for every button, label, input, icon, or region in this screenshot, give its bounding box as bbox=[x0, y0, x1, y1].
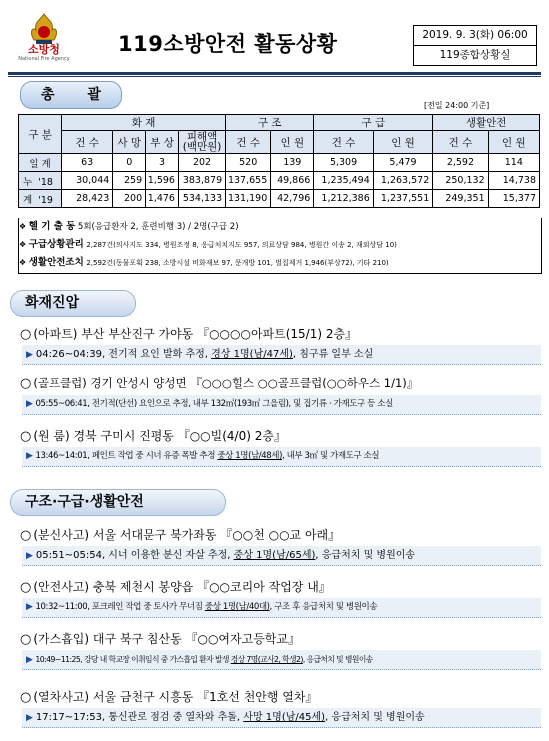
casualty-text: 중상 1명(남/40대) bbox=[204, 602, 270, 612]
table-cell: 49,866 bbox=[271, 172, 314, 190]
col-header: 건 수 bbox=[314, 131, 373, 154]
col-damage-line1: 피해액 bbox=[186, 131, 218, 143]
header-rule bbox=[8, 72, 541, 75]
row-label bbox=[19, 190, 62, 208]
summary-section-label: 총 괄 bbox=[20, 81, 122, 109]
line-text: 13:46~14:01, 페인트 작업 중 시너 유증 폭발 추정 bbox=[35, 451, 218, 461]
triangle-right-icon: ▶ bbox=[26, 551, 33, 561]
line-text: 17:17~17:53, 통신관로 점검 중 열차와 추돌, bbox=[35, 712, 244, 723]
line-text-end: , 응급처치 및 병원이송 bbox=[315, 550, 416, 561]
table-cell: 3 bbox=[146, 154, 179, 172]
table-cell: 1,263,572 bbox=[373, 172, 432, 190]
circle-bullet-icon: ○ bbox=[20, 580, 32, 595]
line-text: 04:26~04:39, 전기적 요인 발화 추정, bbox=[35, 349, 212, 360]
rescue-item-title bbox=[20, 578, 331, 595]
unit-note: [전일 24:00 기준] bbox=[424, 101, 490, 110]
item-title-text: (안전사고) 충북 제천시 봉양읍 『○○코리아 작업장 내』 bbox=[33, 580, 331, 594]
fire-section-label: 화재진압 bbox=[10, 290, 136, 317]
line-text: 10:49~11:25, 강당 내 학교장 이취임식 중 가스흡입 환자 발생 bbox=[35, 655, 231, 664]
group-fire: 화 재 bbox=[62, 115, 226, 131]
line-text-end: , 응급처치 및 병원이송 bbox=[302, 655, 373, 664]
fire-item-line bbox=[22, 395, 541, 415]
table-cell: 139 bbox=[271, 154, 314, 172]
item-title-text: (열차사고) 서울 금천구 시흥동 『1호선 천안행 열차』 bbox=[33, 690, 318, 704]
triangle-right-icon: ▶ bbox=[26, 713, 33, 723]
col-header-damage bbox=[178, 131, 225, 154]
table-cell: 28,423 bbox=[62, 190, 113, 208]
triangle-right-icon: ▶ bbox=[26, 399, 33, 409]
line-text: 05:55~06:41, 전기적(단선) 요인으로 추정, 내부 132㎡(193㎡ 그을림), 및 집기류 · 가재도구 등 소실 bbox=[35, 399, 393, 409]
table-cell: 1,212,386 bbox=[314, 190, 373, 208]
group-rescue: 구 조 bbox=[226, 115, 314, 131]
agency-logo bbox=[14, 12, 74, 64]
detail-text: 2,287건(의사지도 334, 병원조정 8, 응급처치지도 957, 의료상담 984, 병원간 이송 2, 재외상담 10) bbox=[86, 241, 397, 249]
table-cell: 63 bbox=[62, 154, 113, 172]
table-cell: 14,738 bbox=[488, 172, 539, 190]
line-text: 10:32~11:00, 포크레인 작업 중 토사가 무너짐 bbox=[35, 602, 205, 612]
detail-text: 2,592건(동물포획 238, 소방시설 비화재보 97, 문개방 101, 벌집제거 1,946(부상72), 기타 210) bbox=[86, 259, 389, 267]
fire-item-title bbox=[20, 427, 286, 444]
table-cell: 15,377 bbox=[488, 190, 539, 208]
table-cell: 5,479 bbox=[373, 154, 432, 172]
report-date: 2019. 9. 3(화) 06:00 bbox=[414, 26, 536, 46]
detail-label: 생활안전조치 bbox=[28, 257, 84, 268]
rescue-item-line bbox=[22, 598, 541, 618]
table-cell: 1,235,494 bbox=[314, 172, 373, 190]
rescue-item-line bbox=[22, 546, 541, 566]
fire-agency-emblem-icon bbox=[24, 12, 64, 46]
table-row-daily bbox=[19, 154, 540, 172]
col-header: 건 수 bbox=[433, 131, 488, 154]
col-damage-line2: (백만원) bbox=[182, 141, 222, 153]
rescue-item-line bbox=[22, 708, 541, 728]
circle-bullet-icon: ○ bbox=[20, 632, 32, 647]
report-office: 119종합상황실 bbox=[439, 49, 511, 61]
casualty-text: 경상 1명(남/47세) bbox=[211, 349, 293, 360]
detail-row-ems bbox=[19, 236, 541, 254]
item-title-text: (아파트) 부산 부산진구 가야동 『○○○○아파트(15/1) 2층』 bbox=[33, 327, 358, 341]
casualty-text: 중상 1명(남/65세) bbox=[233, 550, 316, 561]
casualty-text: 사망 1명(남/45세) bbox=[243, 712, 326, 723]
row-label bbox=[19, 172, 62, 190]
detail-row-safety bbox=[19, 254, 541, 272]
table-row-2019 bbox=[19, 190, 540, 208]
line-text-end: , 응급처치 및 병원이송 bbox=[325, 712, 425, 723]
table-row-2018 bbox=[19, 172, 540, 190]
col-header: 건 수 bbox=[62, 131, 113, 154]
casualty-text: 경상 7명(교사2, 학생2) bbox=[230, 655, 303, 664]
group-ems: 구 급 bbox=[314, 115, 433, 131]
col-header: 건 수 bbox=[226, 131, 271, 154]
table-cell: 1,476 bbox=[146, 190, 179, 208]
item-title-text: (가스흡입) 대구 북구 침산동 『○○여자고등학교』 bbox=[33, 632, 300, 646]
page-title: 119소방안전 활동상황 bbox=[118, 32, 338, 56]
col-header: 인 원 bbox=[488, 131, 539, 154]
line-text-end: , 구조 후 응급처치 및 병원이송 bbox=[269, 602, 378, 612]
table-cell: 534,133 bbox=[178, 190, 225, 208]
table-cell: 200 bbox=[113, 190, 146, 208]
triangle-right-icon: ▶ bbox=[26, 655, 33, 665]
col-header: 사 망 bbox=[113, 131, 146, 154]
circle-bullet-icon: ○ bbox=[20, 327, 32, 342]
col-header: 인 원 bbox=[271, 131, 314, 154]
table-cell: 0 bbox=[113, 154, 146, 172]
table-cell: 137,655 bbox=[226, 172, 271, 190]
row-label-prefix: 계 bbox=[23, 194, 33, 206]
diamond-bullet-icon: ❖ bbox=[19, 258, 27, 267]
rescue-item-line bbox=[22, 650, 541, 670]
fire-item-title bbox=[20, 325, 357, 342]
table-cell: 520 bbox=[226, 154, 271, 172]
circle-bullet-icon: ○ bbox=[20, 429, 32, 444]
diamond-bullet-icon: ❖ bbox=[19, 240, 27, 249]
table-cell: 1,596 bbox=[146, 172, 179, 190]
table-cell: 1,237,551 bbox=[373, 190, 432, 208]
row-label: 일 계 bbox=[19, 154, 62, 172]
item-title-text: (골프클럽) 경기 안성시 양성면 『○○○힐스 ○○골프클럽(○○하우스 1/1)』 bbox=[33, 376, 419, 390]
detail-row-helicopter bbox=[19, 218, 541, 236]
row-label-year: '18 bbox=[38, 176, 53, 188]
col-header: 부 상 bbox=[146, 131, 179, 154]
summary-table bbox=[18, 114, 540, 208]
circle-bullet-icon: ○ bbox=[20, 376, 32, 391]
item-title-text: (원 룸) 경북 구미시 진평동 『○○빌(4/0) 2층』 bbox=[33, 429, 286, 443]
detail-label: 구급상황관리 bbox=[28, 239, 84, 250]
rescue-item-title bbox=[20, 630, 300, 647]
logo-subtext: National Fire Agency bbox=[18, 56, 70, 62]
table-cell: 131,190 bbox=[226, 190, 271, 208]
circle-bullet-icon: ○ bbox=[20, 528, 32, 543]
detail-box bbox=[18, 218, 542, 274]
table-cell: 383,879 bbox=[178, 172, 225, 190]
table-cell: 42,796 bbox=[271, 190, 314, 208]
casualty-text: 중상 1명(남/48세) bbox=[217, 451, 283, 461]
row-label-prefix: 누 bbox=[23, 176, 33, 188]
table-cell: 250,132 bbox=[433, 172, 488, 190]
table-cell: 202 bbox=[178, 154, 225, 172]
table-cell: 2,592 bbox=[433, 154, 488, 172]
col-header: 인 원 bbox=[373, 131, 432, 154]
line-text-end: , 내부 3㎡ 및 가재도구 소실 bbox=[282, 451, 380, 461]
fire-item-title bbox=[20, 375, 418, 391]
table-cell: 259 bbox=[113, 172, 146, 190]
diamond-bullet-icon: ❖ bbox=[19, 222, 27, 231]
line-text: 05:51~05:54, 시너 이용한 분신 자살 추정, bbox=[35, 550, 234, 561]
table-cell: 249,351 bbox=[433, 190, 488, 208]
fire-item-line bbox=[22, 447, 541, 467]
table-cell: 5,309 bbox=[314, 154, 373, 172]
rescue-section-label: 구조·구급·생활안전 bbox=[10, 489, 226, 516]
circle-bullet-icon: ○ bbox=[20, 690, 32, 705]
rescue-item-title bbox=[20, 688, 317, 705]
date-box bbox=[413, 25, 537, 66]
detail-label: 헬 기 출 동 bbox=[28, 221, 76, 232]
detail-text: 5회(응급환자 2, 훈련비행 3) / 2명(구급 2) bbox=[77, 222, 239, 232]
table-cell: 114 bbox=[488, 154, 539, 172]
table-cell: 30,044 bbox=[62, 172, 113, 190]
logo-text: 소방청 bbox=[28, 43, 60, 56]
fire-item-line bbox=[22, 345, 541, 365]
row-label-year: '19 bbox=[38, 194, 53, 206]
line-text-end: , 침구류 일부 소실 bbox=[292, 349, 374, 360]
triangle-right-icon: ▶ bbox=[26, 451, 33, 461]
triangle-right-icon: ▶ bbox=[26, 350, 33, 360]
header-rule-thin bbox=[8, 76, 541, 77]
rescue-item-title bbox=[20, 526, 340, 543]
row-header: 구 분 bbox=[19, 115, 62, 154]
triangle-right-icon: ▶ bbox=[26, 602, 33, 612]
item-title-text: (분신사고) 서울 서대문구 북가좌동 『○○천 ○○교 아래』 bbox=[33, 528, 341, 542]
group-safety: 생활안전 bbox=[433, 115, 540, 131]
